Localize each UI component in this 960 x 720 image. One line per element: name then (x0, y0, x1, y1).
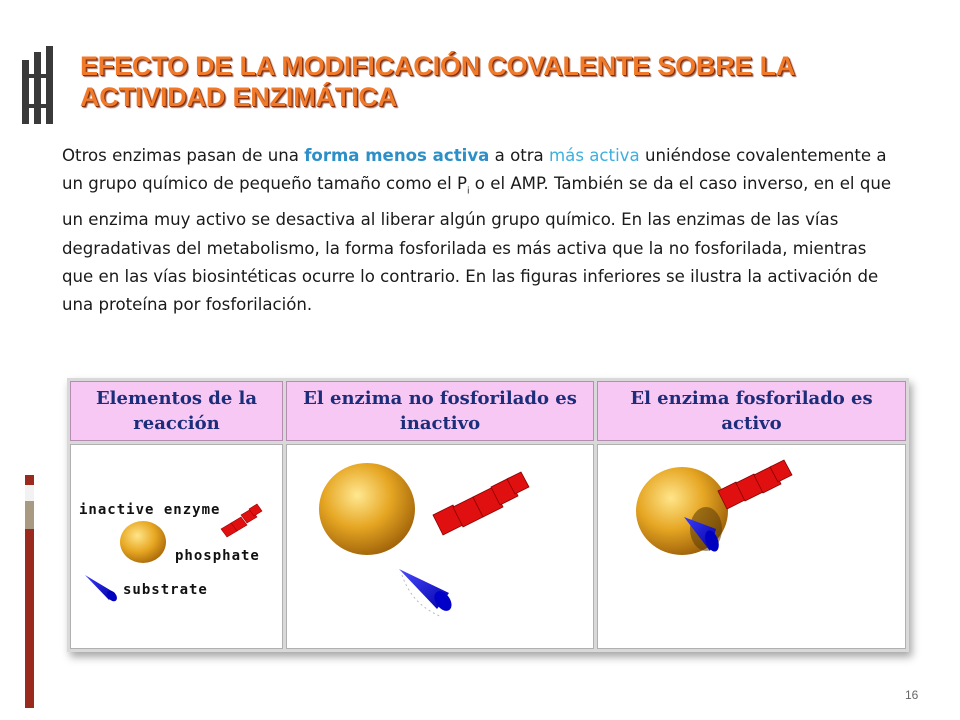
text-run: o el AMP. También se da el caso inverso, en el que un enzima muy activo se desactiva al liberar algún grupo químico. En las enzimas de las vías degradativas del metabolismo, la forma fosforilada es más activa que la no fosforilada, mientras que en las vías biosintéticas ocurre lo contrario. En las figuras inferiores se ilustra la activación de una proteína por fosforilación. (62, 174, 892, 315)
title-line-2: ACTIVIDAD ENZIMÁTICA (80, 82, 397, 112)
substrate-cone-icon (399, 569, 455, 617)
left-accent-bar (25, 475, 34, 708)
enzyme-sphere-icon (319, 463, 415, 555)
slide-title (80, 51, 940, 113)
legend-illustration (71, 445, 282, 648)
title-decoration (22, 46, 64, 124)
title-line-1: EFECTO DE LA MODIFICACIÓN COVALENTE SOBRE LA (80, 51, 796, 81)
text-run: a otra (489, 146, 550, 165)
panel-reaction-elements (70, 444, 283, 649)
phosphate-coil-icon (221, 504, 262, 537)
unphosphorylated-illustration (287, 445, 593, 648)
phosphorylated-illustration (598, 445, 905, 648)
header-reaction-elements: Elementos de la reacción (70, 381, 283, 441)
legend-substrate: substrate (123, 582, 208, 598)
panel-phosphorylated (597, 444, 906, 649)
page-number: 16 (905, 688, 919, 702)
phosphate-coil-icon (433, 472, 529, 535)
header-unphosphorylated: El enzima no fosforilado es inactivo (286, 381, 594, 441)
legend-phosphate: phosphate (175, 548, 260, 564)
enzyme-sphere-icon (120, 521, 166, 563)
subscript-i: i (467, 186, 470, 197)
highlight-more-active: más activa (549, 146, 640, 165)
substrate-cone-icon (85, 575, 119, 603)
panel-unphosphorylated (286, 444, 594, 649)
legend-inactive-enzyme: inactive enzyme (79, 502, 221, 518)
phosphate-coil-icon (718, 460, 792, 509)
phosphorylation-figure (67, 378, 909, 652)
text-run: uniéndose covalentemente a un grupo químico de pequeño tamaño como el P (62, 146, 887, 194)
header-phosphorylated: El enzima fosforilado es activo (597, 381, 906, 441)
body-paragraph (62, 142, 892, 320)
text-run: Otros enzimas pasan de una (62, 146, 305, 165)
highlight-less-active: forma menos activa (304, 146, 490, 165)
